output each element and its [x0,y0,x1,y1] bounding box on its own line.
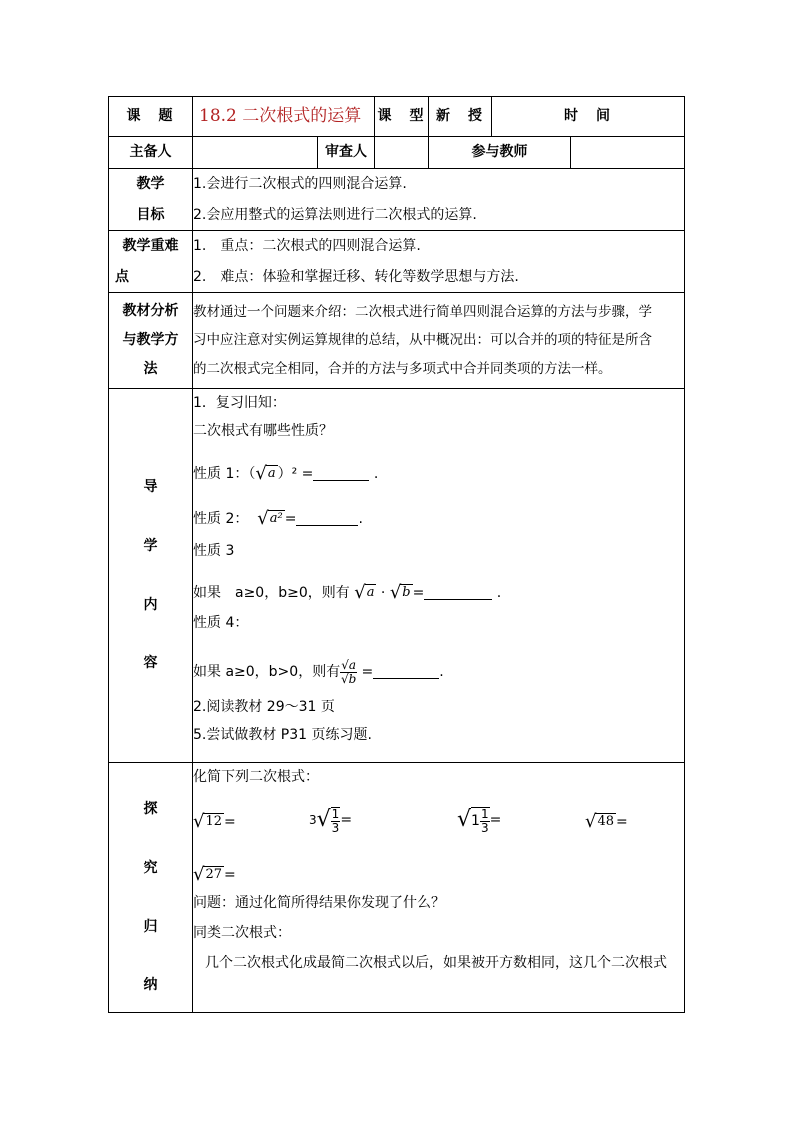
type-value: 新 授 [429,97,492,137]
answer-blank[interactable] [424,587,492,600]
expression: √ 48 = [585,811,628,832]
preparer-label: 主备人 [109,137,193,169]
teachers-label: 参与教师 [429,137,571,169]
expression: √ 12 = [193,811,236,832]
property-3: 如果 a≥0，b≥0，则有 √ a · √ b = . [193,582,502,603]
goal-item: 2.会应用整式的运算法则进行二次根式的运算. [193,206,477,223]
analysis-row [109,293,685,389]
goal-item: 1.会进行二次根式的四则混合运算. [193,175,407,192]
reviewer-value [375,137,429,169]
guide-content: 1．复习旧知： 二次根式有哪些性质？ 性质 1：（ √ a ）² = . 性质 2： √ a² = . 性质 3 如果 a≥0，b≥0，则有 √ a · √ b = . 性质 4： 如果 a≥0，b>0，则有 $\frac{√a}{√b}$ = . 2.阅读教材 29～31 页 5.尝试做教材 P31 页练习题. [193,389,685,763]
simplify-row-1 [193,803,684,855]
goals-content [193,169,685,231]
goals-label: 教学 目标 [109,169,193,231]
explore-content: 化简下列二次根式： √ 12 = 3 √ $\frac{1}{3}$ = √ 1 $\frac{1}{3}$ = √ 48 = √ 27 = 问题：通过化简所得结果你发现了什么？ 同类二次根式： 几个二次根式化成最简二次根式以后，如果被开方数相同，这几个二次根式 [193,763,685,1013]
guide-label: 导 学 内 容 [109,389,193,763]
keypoint-item: 2. 难点：体验和掌握迁移、转化等数学思想与方法. [193,268,519,285]
guide-row [109,389,685,763]
expression: √ 1 $\frac{1}{3}$ = [457,807,502,835]
subject-label: 课 题 [109,97,193,137]
property-1: 性质 1：（ √ a ）² = . [193,463,379,484]
keypoint-item: 1. 重点：二次根式的四则混合运算. [193,237,421,254]
sqrt-symbol: √ a [354,582,375,603]
header-row [109,97,685,137]
fraction: $\frac{√a}{√b}$ [340,657,357,686]
expression: √ 27 = [193,864,236,885]
staff-row [109,137,685,169]
property-2: 性质 2： √ a² = . [193,508,363,529]
subject-title-cell [193,97,375,137]
teachers-value [571,137,685,169]
preparer-value [193,137,318,169]
goals-row [109,169,685,231]
property-4: 如果 a≥0，b>0，则有 $\frac{√a}{√b}$ = . [193,657,444,686]
analysis-content: 教材通过一个问题来介绍：二次根式进行简单四则混合运算的方法与步骤，学 习中应注意对实例运算规律的总结，从中概况出：可以合并的项的特征是所含 的二次根式完全相同，合并的方法与多项式中合并同类项的方法一样。 [193,293,685,389]
explore-row [109,763,685,1013]
analysis-label: 教材分析 与教学方 法 [109,293,193,389]
type-label: 课 型 [375,97,429,137]
reviewer-label: 审查人 [318,137,375,169]
time-label: 时 间 [492,97,685,137]
keypoints-content [193,231,685,293]
expression: 3 √ $\frac{1}{3}$ = [309,807,353,835]
sqrt-symbol: √ a² [257,508,283,529]
answer-blank[interactable] [313,468,369,481]
keypoints-row [109,231,685,293]
subject-title: 18.2 二次根式的运算 [199,106,362,127]
explore-label: 探 究 归 纳 [109,763,193,1013]
sqrt-symbol: √ a [255,463,276,484]
sqrt-symbol: √ b [389,582,411,603]
lesson-plan-table [108,96,685,1013]
answer-blank[interactable] [373,666,439,679]
keypoints-label: 教学重难 点 [109,231,193,293]
answer-blank[interactable] [296,513,358,526]
